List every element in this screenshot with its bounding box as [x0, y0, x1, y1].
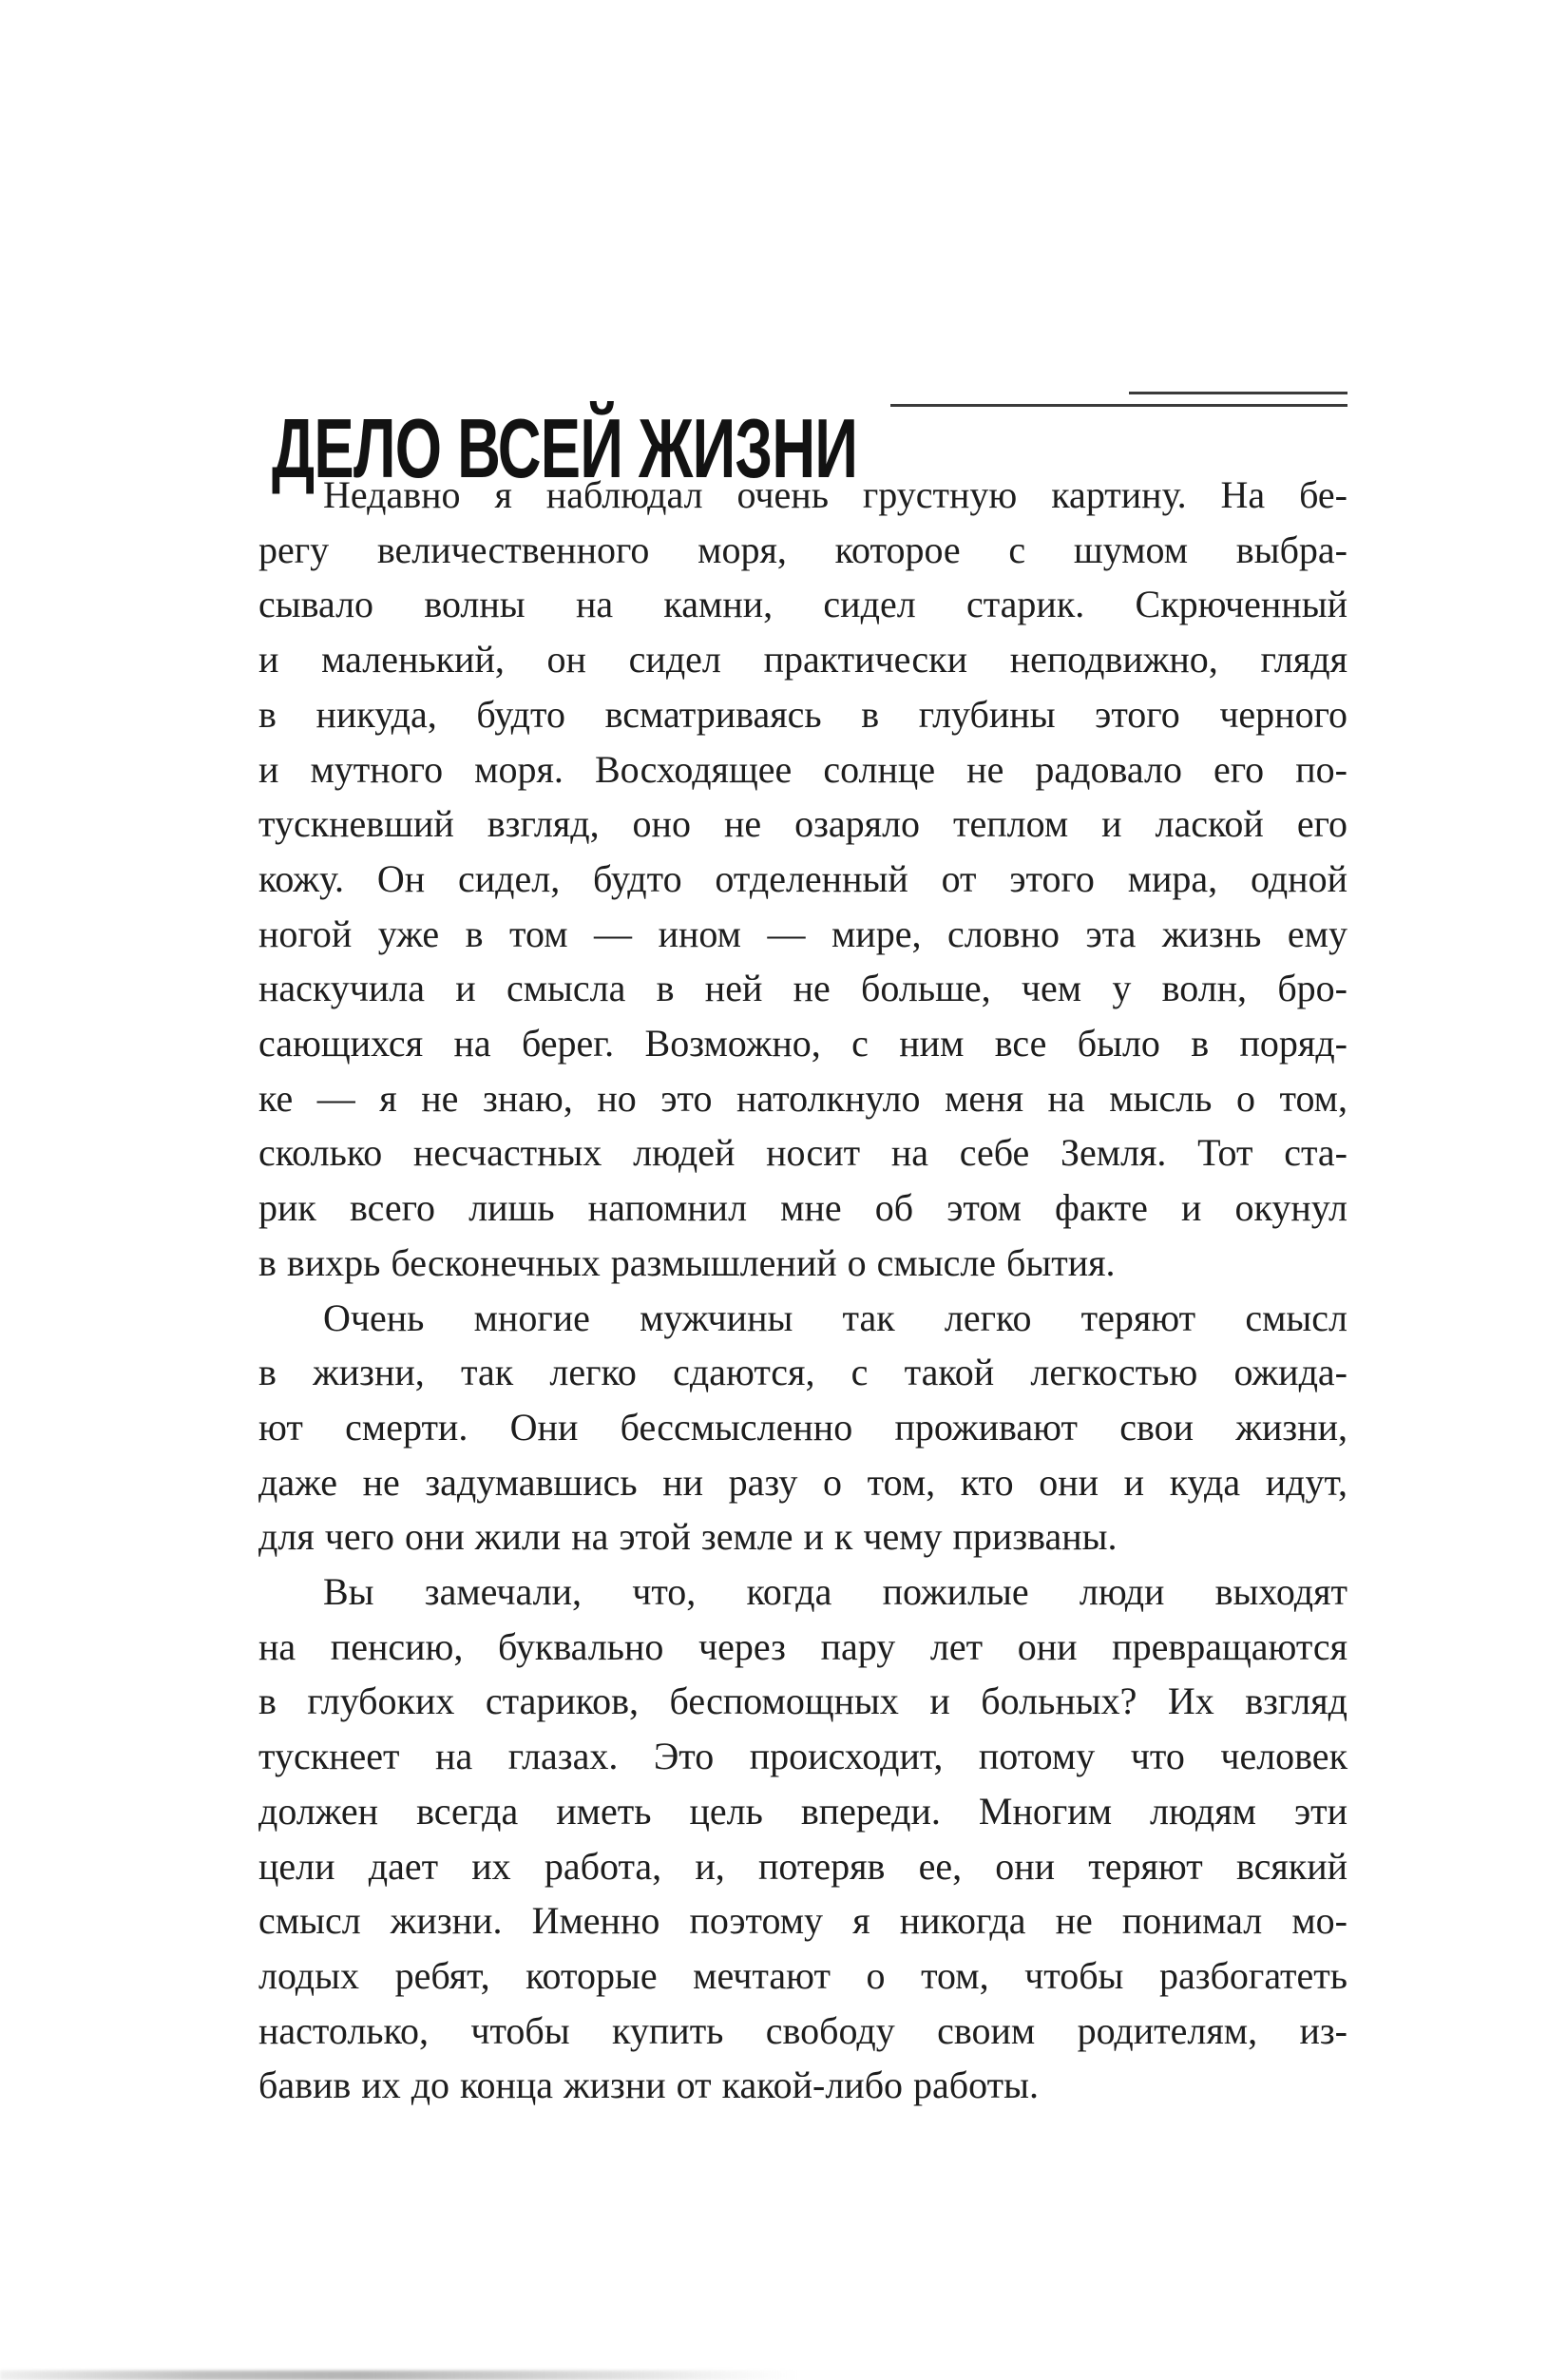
paragraph — [258, 1291, 1347, 1565]
text-line: в вихрь бесконечных размышлений о смысле бытия. — [258, 1240, 1116, 1284]
title-rule-short — [1129, 392, 1347, 394]
text-line: цели дает их работа, и, потеряв ее, они теряют всякий — [258, 1844, 1347, 1888]
body-text — [258, 468, 1347, 2113]
text-line: и мутного моря. Восходящее солнце не радовало его по- — [258, 747, 1347, 791]
text-line: рик всего лишь напомнил мне об этом факте и окунул — [258, 1186, 1347, 1230]
text-line: для чего они жили на этой земле и к чему призваны. — [258, 1515, 1118, 1559]
text-line: настолько, чтобы купить свободу своим родителям, из- — [258, 2008, 1347, 2052]
text-line: в глубоких стариков, беспомощных и больных? Их взгляд — [258, 1679, 1347, 1723]
paragraph — [258, 468, 1347, 1291]
text-line: регу величественного моря, которое с шумом выбра- — [258, 528, 1347, 571]
text-line: должен всегда иметь цель впереди. Многим людям эти — [258, 1789, 1347, 1833]
text-line: тускневший взгляд, оно не озаряло теплом и лаской его — [258, 802, 1347, 846]
text-line: тускнеет на глазах. Это происходит, потому что человек — [258, 1735, 1347, 1778]
page-edge-shadow — [0, 2370, 798, 2380]
text-line: Вы замечали, что, когда пожилые люди выходят — [323, 1570, 1347, 1614]
text-line: лодых ребят, которые мечтают о том, чтобы разбогатеть — [258, 1953, 1347, 1997]
text-line: ке — я не знаю, но это натолкнуло меня на мысль о том, — [258, 1076, 1347, 1120]
text-line: на пенсию, буквально через пару лет они превращаются — [258, 1624, 1347, 1668]
text-line: Недавно я наблюдал очень грустную картину. На бе- — [323, 473, 1347, 516]
text-line: кожу. Он сидел, будто отделенный от этого мира, одной — [258, 856, 1347, 900]
text-line: в жизни, так легко сдаются, с такой легкостью ожида- — [258, 1351, 1347, 1394]
text-line: сколько несчастных людей носит на себе Земля. Тот ста- — [258, 1131, 1347, 1175]
text-line: бавив их до конца жизни от какой-либо работы. — [258, 2063, 1039, 2107]
paragraph — [258, 1564, 1347, 2113]
text-line: ногой уже в том — ином — мире, словно эта жизнь ему — [258, 912, 1347, 955]
text-line: Очень многие мужчины так легко теряют смысл — [323, 1296, 1347, 1339]
text-line: сающихся на берег. Возможно, с ним все было в поряд- — [258, 1022, 1347, 1065]
text-line: смысл жизни. Именно поэтому я никогда не понимал мо- — [258, 1899, 1347, 1943]
text-line: даже не задумавшись ни разу о том, кто они и куда идут, — [258, 1460, 1347, 1504]
title-rule-long — [890, 404, 1347, 407]
chapter-title: ДЕЛО ВСЕЙ ЖИЗНИ — [272, 400, 858, 495]
text-line: наскучила и смысла в ней не больше, чем у волн, бро- — [258, 967, 1347, 1010]
text-line: в никуда, будто всматриваясь в глубины этого черного — [258, 692, 1347, 736]
text-line: и маленький, он сидел практически неподвижно, глядя — [258, 638, 1347, 681]
text-line: ют смерти. Они бессмысленно проживают свои жизни, — [258, 1405, 1347, 1449]
text-line: сывало волны на камни, сидел старик. Скрюченный — [258, 583, 1347, 626]
